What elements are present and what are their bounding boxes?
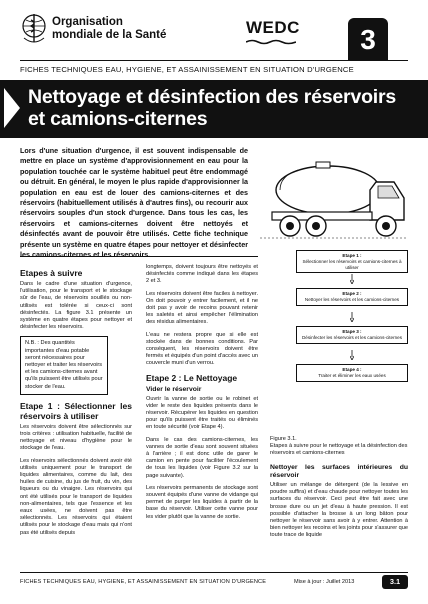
subheading-empty-tank: Vider le réservoir (146, 385, 202, 393)
wedc-logo: WEDC (246, 18, 300, 37)
column-2 (146, 264, 258, 526)
figure-label: Figure 3.1. (270, 436, 297, 442)
heading-step-2: Etape 2 : Le Nettoyage (146, 372, 238, 383)
flow-step-4-text: Traiter et éliminer les eaux usées (318, 372, 386, 378)
paragraph: Dans le cas des camions-citernes, les vannes de sortie d'eau sont souvent situées à l'arrière ; il est donc utile de garer le camion en pente pour faciliter l'écoulement de tous les liquides (voir Figure 3.2 sur la page suivante). (146, 436, 258, 479)
paragraph: Les réservoirs permanents de stockage sont souvent équipés d'une vanne de vidange qui permet de purger les liquides à partir de la base du réservoir. Utiliser cette vanne pour les vider plutôt que la vanne de sortie. (146, 484, 258, 520)
flow-step-1 (296, 250, 408, 273)
subheading-clean-surfaces: Nettoyer les surfaces intérieures du réservoir (270, 464, 408, 479)
paragraph: Ouvrir la vanne de sortie ou le robinet et vider le reste des liquides présents dans le réservoir. Récupérer les liquides en question pour qu'ils puissent être traités ou éliminés en toute sécurité (voir Etape 4). (146, 395, 258, 431)
sheet-number-badge: 3 (348, 18, 388, 60)
flowchart (296, 250, 408, 428)
flow-step-2-title: Etape 2 : (342, 291, 362, 296)
paragraph: Utiliser un mélange de détergent (de la lessive en poudre suffira) et d'eau chaude pour nettoyer toutes les surfaces du réservoir. Ceci peut être fait avec une brosse dure ou un jet d'eau à haute pression. Il est possible d'attacher la brosse à un long bâton pour nettoyer le réservoir sans avoir à y entrer. Attention à bien nettoyer les recoins et les joints pour s'assurer que toute trace de liquide (270, 482, 408, 539)
flow-step-3-title: Etape 3 : (342, 329, 362, 334)
title-banner (0, 80, 428, 138)
section-divider (20, 256, 258, 257)
paragraph: L'eau ne restera propre que si elle est stockée dans de bonnes conditions. Par conséquent, les réservoirs doivent être fermés et équipés d'un point d'accès avec un couvercle muni d'un verrou. (146, 331, 258, 367)
figure-caption-text: Etapes à suivre pour le nettoyage et la désinfection des réservoirs et camions-citernes (270, 443, 408, 457)
paragraph: Les réservoirs doivent être faciles à nettoyer. On doit pouvoir y entrer facilement, et il ne doit pas y avoir de recoins pouvant retenir les saletés et ainsi empêcher l'élimination des résidus alimentaires. (146, 290, 258, 326)
org-line-2: mondiale de la Santé (52, 29, 167, 41)
arrow-down-icon (350, 312, 354, 322)
page-number-badge: 3.1 (382, 575, 408, 589)
flow-step-3 (296, 326, 408, 344)
arrow-down-icon (350, 350, 354, 360)
title-line-2: et camions-citernes (28, 108, 208, 130)
title-line-1: Nettoyage et désinfection des réservoirs (28, 86, 397, 108)
paragraph: longtemps, doivent toujours être nettoyés et désinfectés comme indiqué dans les étapes 2 et 3. (146, 264, 258, 285)
flow-step-1-title: Etape 1 : (342, 253, 362, 258)
figure-caption (270, 436, 408, 458)
page-title (28, 86, 418, 130)
flow-step-1-text: Sélectionner les réservoirs et camions-citernes à utiliser (302, 258, 402, 270)
flow-step-3-text: Désinfecter les réservoirs et les camions-citernes (301, 334, 403, 340)
column-3 (270, 462, 408, 545)
footer-updated: Mise à jour : Juillet 2013 (294, 579, 355, 585)
series-title: FICHES TECHNIQUES EAU, HYGIENE, ET ASSAINISSEMENT EN SITUATION D'URGENCE (20, 60, 408, 74)
paragraph: Dans le cadre d'une situation d'urgence, l'utilisation, pour le transport et le stockage sûr de l'eau, de réservoirs souillés ou non-utilisés est tolérée si ceux-ci sont désinfectés. La figure 3.1 présente un système en quatre étapes pour nettoyer et désinfecter les réservoirs. (20, 281, 132, 331)
heading-step-1: Etape 1 : Sélectionner les réservoirs à utiliser (20, 400, 132, 421)
paragraph: Les réservoirs doivent être sélectionnés sur trois critères : utilisation habituelle, facilité de nettoyage et niveau d'hygiène pour le stockage de l'eau. (20, 423, 132, 452)
note-box: N.B. : Des quantités importantes d'eau potable seront nécessaires pour nettoyer et traiter les réservoirs et les camions-citernes avant qu'ils puissent être utilisés pour stocker de l'eau. (20, 336, 108, 394)
flow-step-2 (296, 288, 408, 306)
who-emblem-icon (20, 12, 48, 46)
tanker-truck-illustration (258, 146, 408, 246)
intro-paragraph: Lors d'une situation d'urgence, il est souvent indispensable de mettre en place un système d'approvisionnement en eau pour la population touchée car le système habituel peut être endommagé ou détruit. En général, le moyen le plus rapide d'approvisionner la population en eau est de louer des camions-citernes et des réservoirs (habituellement utilisés à d'autres fins), ou recourir aux réservoirs souples d'un stock d'urgence. Dans tous les cas, les réservoirs et camions-citernes doivent être nettoyés et désinfectés avant de pouvoir être utilisés. Cette fiche technique présente un système en quatre étapes pour nettoyer et désinfecter les camions-citernes et les réservoirs. (20, 146, 248, 260)
page-header (0, 0, 428, 60)
page-footer (20, 572, 408, 604)
footer-series: FICHES TECHNIQUES EAU, HYGIENE, ET ASSAINISSEMENT EN SITUATION D'URGENCE (20, 579, 267, 585)
heading-steps: Etapes à suivre (20, 268, 83, 278)
flow-step-4-title: Etape 4 : (342, 367, 362, 372)
flow-step-4 (296, 364, 408, 382)
wedc-wave-icon (246, 39, 296, 45)
arrow-down-icon (350, 274, 354, 284)
column-1 (20, 264, 132, 542)
banner-arrow-icon (4, 88, 20, 128)
flow-step-2-text: Nettoyer les réservoirs et les camions-citernes (304, 296, 400, 302)
org-line-1: Organisation (52, 16, 123, 28)
paragraph: Les réservoirs sélectionnés doivent avoir été utilisés uniquement pour le transport de liquides alimentaires, comme du lait, des huiles de cuisine, du jus de fruit, du vin, des liqueurs ou du vinaigre. Les réservoirs qui ont été utilisés pour le transport de liquides non-alimentaires, tels que l'essence et les eaux usées, ne doivent pas être sélectionnés. Les réservoirs qui étaient utilisés pour le stockage d'eau mais qui n'ont pas été utilisés depuis (20, 457, 132, 536)
organisation-name (52, 16, 166, 42)
